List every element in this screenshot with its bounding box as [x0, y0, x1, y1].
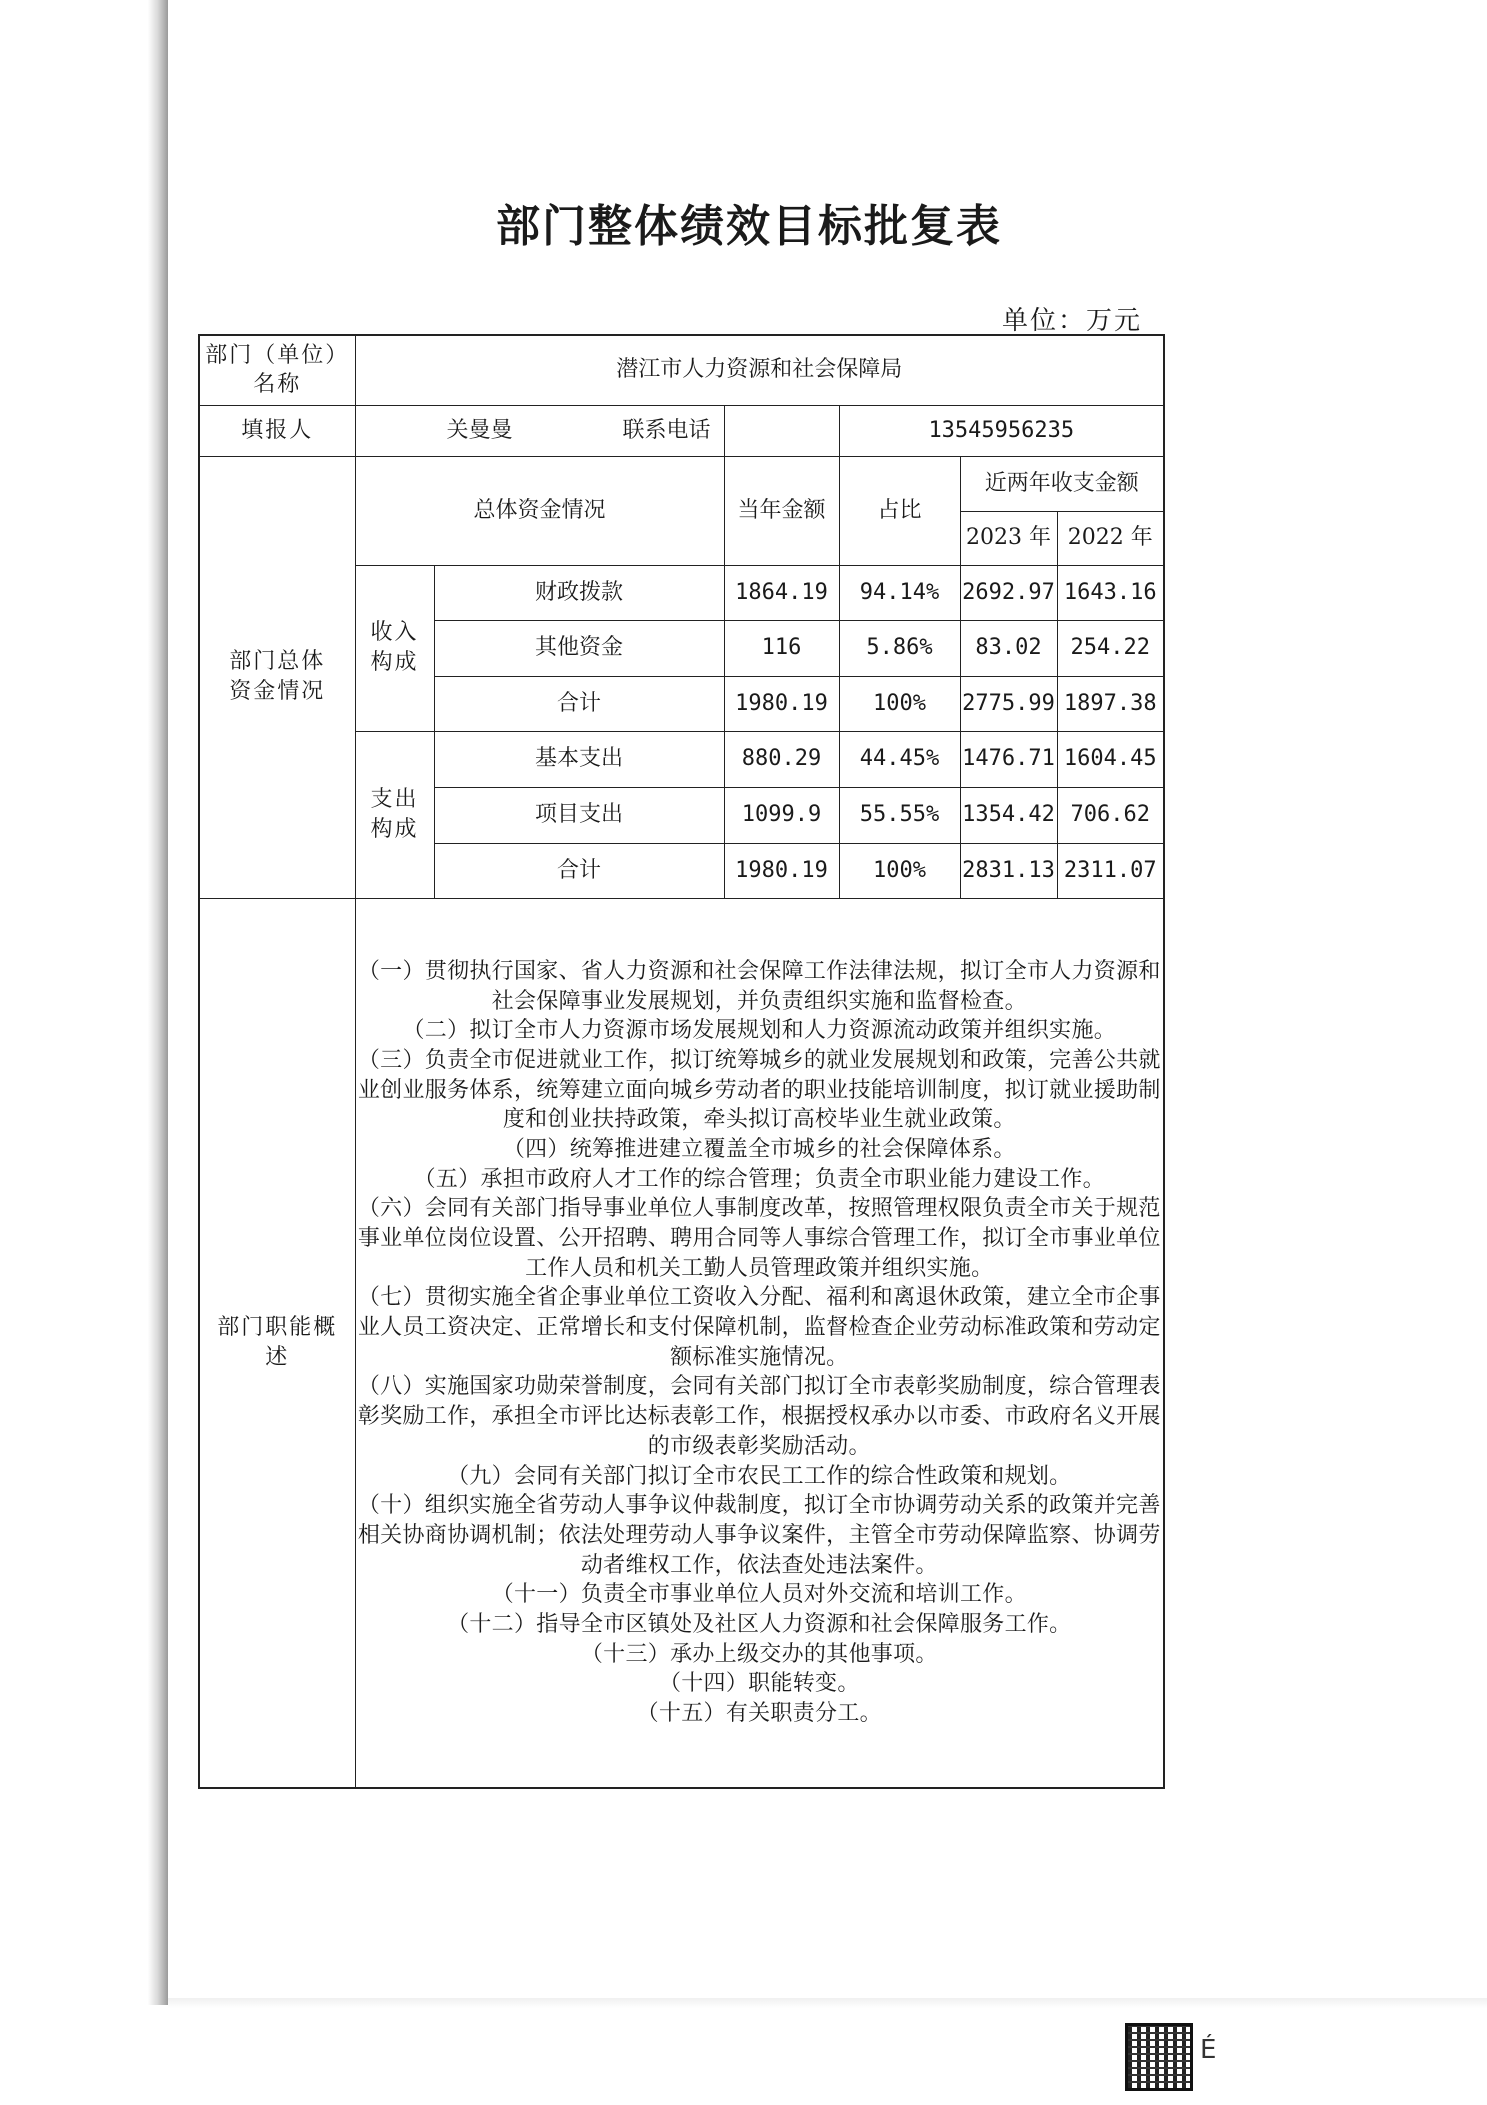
row-2023: 2775.99: [960, 676, 1057, 731]
phone-number: 13545956235: [839, 405, 1164, 456]
income-label: 收入 构成: [355, 565, 434, 731]
row-2023: 1476.71: [960, 731, 1057, 787]
page-edge-shadow: [0, 0, 168, 2005]
row-name: 合计: [434, 676, 724, 731]
row-current: 880.29: [724, 731, 839, 787]
row-name: 基本支出: [434, 731, 724, 787]
row-name: 项目支出: [434, 787, 724, 843]
row-name: 合计: [434, 843, 724, 898]
row-current: 116: [724, 620, 839, 676]
row-2022: 2311.07: [1057, 843, 1164, 898]
row-2023: 2831.13: [960, 843, 1057, 898]
col-current-header: 当年金额: [724, 456, 839, 565]
function-item: （十二）指导全市区镇处及社区人力资源和社会保障服务工作。: [447, 1611, 1072, 1637]
row-2022: 1897.38: [1057, 676, 1164, 731]
dept-label: 部门（单位） 名称: [199, 335, 355, 405]
functions-row: [199, 898, 1164, 1788]
funds-header-row-1: [199, 456, 1164, 511]
qr-code-icon: [1125, 2023, 1193, 2091]
reporter-name: 关曼曼: [355, 405, 724, 456]
row-ratio: 100%: [839, 676, 960, 731]
row-ratio: 100%: [839, 843, 960, 898]
function-item: （十五）有关职责分工。: [636, 1701, 882, 1726]
row-ratio: 94.14%: [839, 565, 960, 620]
functions-list: [355, 898, 1164, 1788]
row-ratio: 5.86%: [839, 620, 960, 676]
row-ratio: 55.55%: [839, 787, 960, 843]
row-2023: 2692.97: [960, 565, 1057, 620]
row-current: 1864.19: [724, 565, 839, 620]
page-bottom-shadow: [168, 1998, 1487, 2008]
page-title: 部门整体绩效目标批复表: [496, 201, 1002, 252]
reporter-label: 填报人: [199, 405, 355, 456]
function-item: （四）统筹推进建立覆盖全市城乡的社会保障体系。: [502, 1136, 1016, 1162]
row-2022: 1604.45: [1057, 731, 1164, 787]
function-item: （六）会同有关部门指导事业单位人事制度改革，按照管理权限负责全市关于规范事业单位岗位设置、公开招聘、聘用合同等人事综合管理工作，拟订全市事业单位工作人员和机关工勤人员管理政策并组织实施。: [357, 1196, 1161, 1281]
function-item: （九）会同有关部门拟订全市农民工工作的综合性政策和规划。: [447, 1463, 1072, 1489]
row-name: 财政拨款: [434, 565, 724, 620]
unit-label: 单位：万元: [1001, 306, 1142, 336]
col-2023-header: 2023 年: [960, 511, 1057, 565]
row-current: 1980.19: [724, 676, 839, 731]
row-2022: 254.22: [1057, 620, 1164, 676]
footer-mark: É: [1200, 2035, 1217, 2065]
overall-funds-label: 总体资金情况: [355, 456, 724, 565]
phone-label: 联系电话: [609, 405, 724, 456]
function-item: （一）贯彻执行国家、省人力资源和社会保障工作法律法规，拟订全市人力资源和社会保障事业发展规划，并负责组织实施和监督检查。: [357, 958, 1161, 1014]
function-item: （十三）承办上级交办的其他事项。: [580, 1641, 938, 1667]
col-2022-header: 2022 年: [1057, 511, 1164, 565]
dept-row: [199, 335, 1164, 405]
expense-label: 支出 构成: [355, 731, 434, 898]
row-2022: 706.62: [1057, 787, 1164, 843]
function-item: （二）拟订全市人力资源市场发展规划和人力资源流动政策并组织实施。: [402, 1018, 1117, 1044]
performance-table: [198, 334, 1165, 1789]
row-name: 其他资金: [434, 620, 724, 676]
reporter-row: [199, 405, 1164, 456]
row-current: 1099.9: [724, 787, 839, 843]
row-current: 1980.19: [724, 843, 839, 898]
function-item: （三）负责全市促进就业工作，拟订统筹城乡的就业发展规划和政策，完善公共就业创业服务体系，统筹建立面向城乡劳动者的职业技能培训制度，拟订就业援助制度和创业扶持政策，牵头拟订高校毕业生就业政策。: [357, 1047, 1161, 1133]
row-2023: 83.02: [960, 620, 1057, 676]
row-2022: 1643.16: [1057, 565, 1164, 620]
dept-name: 潜江市人力资源和社会保障局: [355, 335, 1164, 405]
col-recent-header: 近两年收支金额: [960, 456, 1164, 511]
row-2023: 1354.42: [960, 787, 1057, 843]
function-item: （八）实施国家功勋荣誉制度，会同有关部门拟订全市表彰奖励制度，综合管理表彰奖励工作，承担全市评比达标表彰工作，根据授权承办以市委、市政府名义开展的市级表彰奖励活动。: [357, 1374, 1161, 1459]
col-ratio-header: 占比: [839, 456, 960, 565]
functions-label: 部门职能概 述: [199, 898, 355, 1788]
function-item: （十一）负责全市事业单位人员对外交流和培训工作。: [491, 1582, 1027, 1608]
function-item: （七）贯彻实施全省企事业单位工资收入分配、福利和离退休政策，建立全市企事业人员工资决定、正常增长和支付保障机制，监督检查企业劳动标准政策和劳动定额标准实施情况。: [357, 1285, 1161, 1370]
function-item: （十）组织实施全省劳动人事争议仲裁制度，拟订全市协调劳动关系的政策并完善相关协商协调机制；依法处理劳动人事争议案件，主管全市劳动保障监察、协调劳动者维权工作，依法查处违法案件。: [357, 1493, 1161, 1578]
function-item: （十四）职能转变。: [658, 1671, 860, 1697]
funds-section-label: 部门总体 资金情况: [199, 456, 355, 898]
function-item: （五）承担市政府人才工作的综合管理；负责全市职业能力建设工作。: [413, 1166, 1105, 1192]
row-ratio: 44.45%: [839, 731, 960, 787]
